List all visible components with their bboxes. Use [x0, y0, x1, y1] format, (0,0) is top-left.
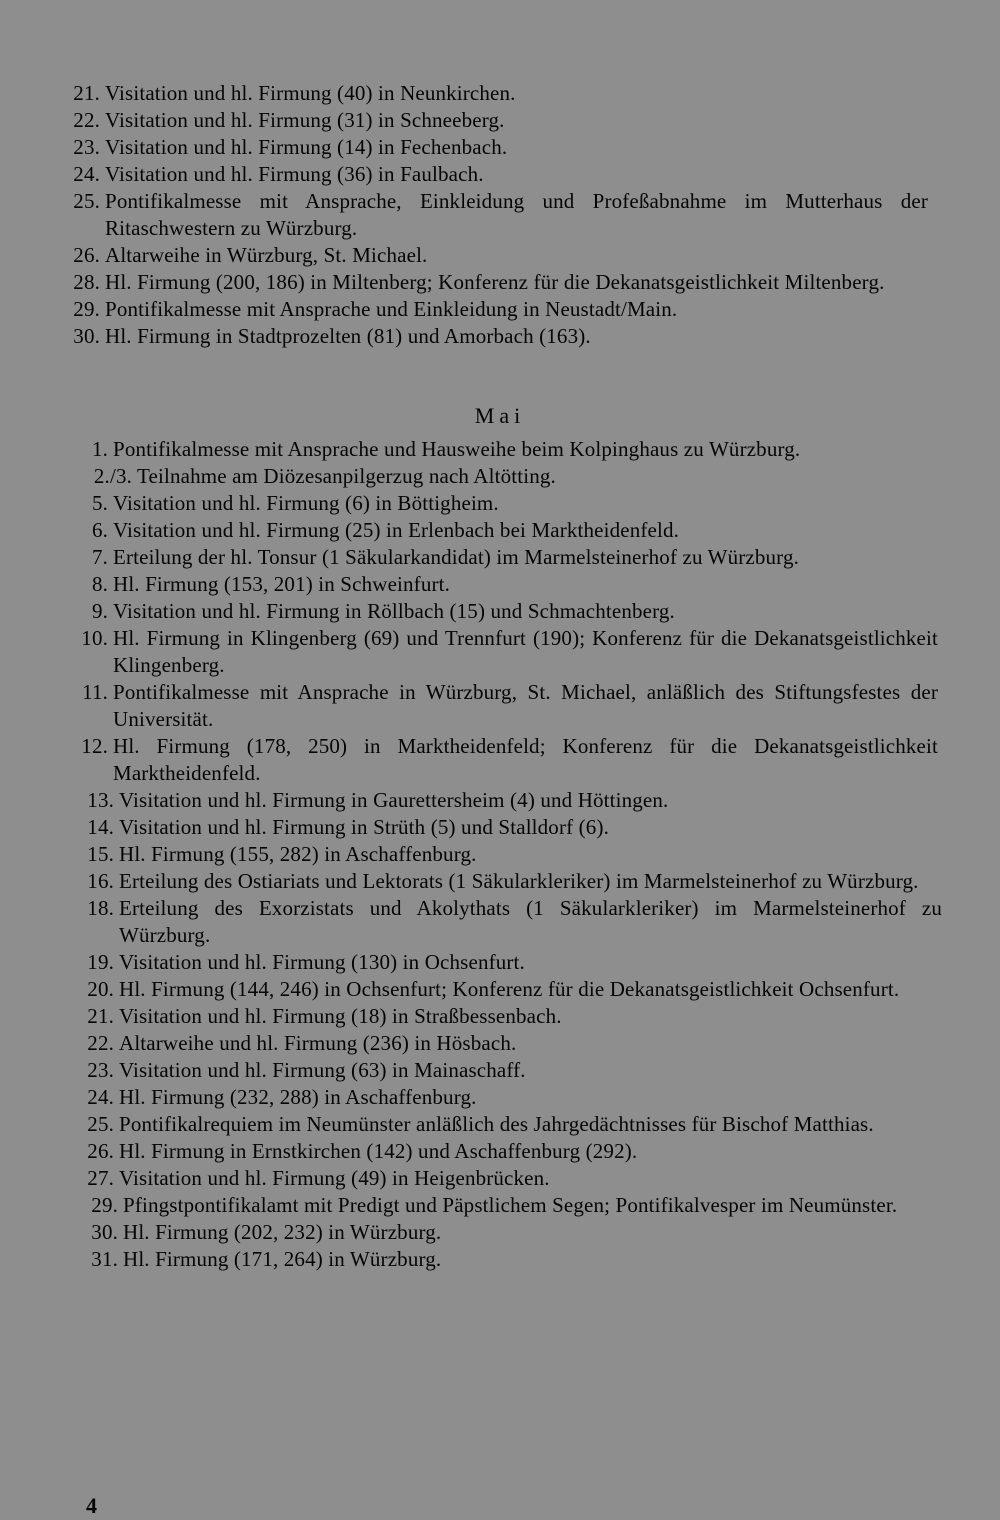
list-item — [0, 625, 1000, 679]
list-item — [0, 841, 1000, 868]
entry-number: 10. — [81, 626, 108, 650]
entry-number: 21. — [73, 81, 100, 105]
entry-number: 20. — [87, 977, 114, 1001]
entry-number: 24. — [87, 1085, 114, 1109]
list-item — [0, 296, 1000, 323]
entry-text: Pontifikalmesse mit Ansprache in Würzburg, St. Michael, anläßlich des Stiftungsfestes der Universität. — [113, 680, 938, 731]
entry-text: Visitation und hl. Firmung (36) in Faulbach. — [105, 162, 484, 186]
list-item — [0, 490, 1000, 517]
entry-text: Hl. Firmung (200, 186) in Miltenberg; Konferenz für die Dekanatsgeistlichkeit Miltenberg. — [105, 270, 885, 294]
entry-text: Visitation und hl. Firmung in Röllbach (15) und Schmachtenberg. — [113, 599, 675, 623]
entry-number: 11. — [82, 680, 108, 704]
list-item — [0, 242, 1000, 269]
entry-text: Hl. Firmung (171, 264) in Würzburg. — [123, 1247, 442, 1271]
list-item — [0, 1057, 1000, 1084]
list-item — [0, 323, 1000, 350]
entry-text: Visitation und hl. Firmung (31) in Schneeberg. — [105, 108, 505, 132]
list-item — [0, 544, 1000, 571]
list-item — [0, 1003, 1000, 1030]
list-item — [0, 814, 1000, 841]
list-item — [0, 787, 1000, 814]
entry-number: 14. — [87, 815, 114, 839]
mai-section — [0, 436, 1000, 1273]
entry-number: 6. — [91, 518, 108, 542]
entry-text: Erteilung der hl. Tonsur (1 Säkularkandidat) im Marmelsteinerhof zu Würzburg. — [113, 545, 799, 569]
list-item — [0, 868, 1000, 895]
entry-number: 31. — [91, 1247, 118, 1271]
entry-number: 23. — [87, 1058, 114, 1082]
entry-number: 1. — [91, 437, 108, 461]
list-item — [0, 134, 1000, 161]
list-item — [0, 463, 1000, 490]
list-item — [0, 733, 1000, 787]
entry-text: Visitation und hl. Firmung (130) in Ochsenfurt. — [119, 950, 525, 974]
entry-text: Hl. Firmung (144, 246) in Ochsenfurt; Konferenz für die Dekanatsgeistlichkeit Ochsenfurt. — [119, 977, 900, 1001]
entry-number: 19. — [87, 950, 114, 974]
list-item — [0, 161, 1000, 188]
entry-number: 21. — [87, 1004, 114, 1028]
entry-number: 26. — [87, 1139, 114, 1163]
entry-text: Visitation und hl. Firmung (18) in Straßbessenbach. — [119, 1004, 562, 1028]
entry-number: 26. — [73, 243, 100, 267]
entry-text: Hl. Firmung (178, 250) in Marktheidenfeld; Konferenz für die Dekanatsgeistlichkeit Marktheidenfeld. — [113, 734, 938, 785]
entry-number: 15. — [87, 842, 114, 866]
list-item — [0, 269, 1000, 296]
entry-text: Pontifikalmesse mit Ansprache und Hausweihe beim Kolpinghaus zu Würzburg. — [113, 437, 801, 461]
list-item — [0, 107, 1000, 134]
entry-text: Teilnahme am Diözesanpilgerzug nach Altötting. — [137, 464, 556, 488]
entry-number: 16. — [87, 869, 114, 893]
entry-number: 30. — [91, 1220, 118, 1244]
entry-text: Visitation und hl. Firmung (6) in Böttigheim. — [113, 491, 499, 515]
april-section — [0, 80, 1000, 350]
entry-text: Hl. Firmung (202, 232) in Würzburg. — [123, 1220, 442, 1244]
entry-text: Visitation und hl. Firmung (25) in Erlenbach bei Marktheidenfeld. — [113, 518, 680, 542]
list-item — [0, 679, 1000, 733]
entry-text: Altarweihe und hl. Firmung (236) in Hösbach. — [119, 1031, 517, 1055]
entry-text: Visitation und hl. Firmung (40) in Neunkirchen. — [105, 81, 516, 105]
entry-text: Pfingstpontifikalamt mit Predigt und Päpstlichem Segen; Pontifikalvesper im Neumünster. — [123, 1193, 898, 1217]
entry-text: Visitation und hl. Firmung in Strüth (5) und Stalldorf (6). — [119, 815, 609, 839]
entry-text: Pontifikalmesse mit Ansprache, Einkleidung und Profeßabnahme im Mutterhaus der Ritaschwestern zu Würzburg. — [105, 189, 928, 240]
entry-number: 12. — [81, 734, 108, 758]
entry-text: Altarweihe in Würzburg, St. Michael. — [105, 243, 428, 267]
entry-number: 2./3. — [93, 464, 132, 488]
list-item — [0, 1030, 1000, 1057]
entry-number: 25. — [87, 1112, 114, 1136]
list-item — [0, 517, 1000, 544]
entry-text: Visitation und hl. Firmung (14) in Fechenbach. — [105, 135, 508, 159]
entry-text: Hl. Firmung (155, 282) in Aschaffenburg. — [119, 842, 477, 866]
list-item — [0, 895, 1000, 949]
entry-text: Hl. Firmung in Stadtprozelten (81) und Amorbach (163). — [105, 324, 591, 348]
entry-text: Hl. Firmung (153, 201) in Schweinfurt. — [113, 572, 451, 596]
list-item — [0, 598, 1000, 625]
entry-text: Visitation und hl. Firmung (63) in Mainaschaff. — [119, 1058, 526, 1082]
list-item — [0, 188, 1000, 242]
list-item — [0, 976, 1000, 1003]
entry-number: 8. — [91, 572, 108, 596]
list-item — [0, 1192, 1000, 1219]
entry-text: Visitation und hl. Firmung (49) in Heigenbrücken. — [119, 1166, 550, 1190]
entry-number: 18. — [87, 896, 114, 920]
entry-number: 29. — [91, 1193, 118, 1217]
entry-text: Hl. Firmung in Klingenberg (69) und Trennfurt (190); Konferenz für die Dekanatsgeistlichkeit Klingenberg. — [113, 626, 938, 677]
entry-number: 23. — [73, 135, 100, 159]
entry-text: Erteilung des Ostiariats und Lektorats (1 Säkularkleriker) im Marmelsteinerhof zu Würzburg. — [119, 869, 919, 893]
entry-number: 13. — [87, 788, 114, 812]
entry-number: 5. — [91, 491, 108, 515]
list-item — [0, 1246, 1000, 1273]
list-item — [0, 1165, 1000, 1192]
list-item — [0, 436, 1000, 463]
entry-number: 25. — [73, 189, 100, 213]
list-item — [0, 1138, 1000, 1165]
entry-number: 24. — [73, 162, 100, 186]
page-number: 4 — [86, 1493, 97, 1518]
entry-number: 9. — [91, 599, 108, 623]
list-item — [0, 1084, 1000, 1111]
list-item — [0, 1111, 1000, 1138]
entry-number: 22. — [73, 108, 100, 132]
list-item — [0, 1219, 1000, 1246]
entry-text: Erteilung des Exorzistats und Akolythats (1 Säkularkleriker) im Marmelsteinerhof zu Würzburg. — [119, 896, 942, 947]
list-item — [0, 80, 1000, 107]
entry-number: 28. — [73, 270, 100, 294]
entry-number: 7. — [91, 545, 108, 569]
entry-text: Hl. Firmung (232, 288) in Aschaffenburg. — [119, 1085, 477, 1109]
entry-text: Visitation und hl. Firmung in Gaurettersheim (4) und Höttingen. — [119, 788, 669, 812]
entry-number: 27. — [87, 1166, 114, 1190]
list-item — [0, 949, 1000, 976]
month-heading: Mai — [474, 403, 526, 428]
entry-number: 22. — [87, 1031, 114, 1055]
entry-number: 29. — [73, 297, 100, 321]
entry-text: Pontifikalrequiem im Neumünster anläßlich des Jahrgedächtnisses für Bischof Matthias. — [119, 1112, 874, 1136]
entry-text: Pontifikalmesse mit Ansprache und Einkleidung in Neustadt/Main. — [105, 297, 678, 321]
entry-text: Hl. Firmung in Ernstkirchen (142) und Aschaffenburg (292). — [119, 1139, 638, 1163]
list-item — [0, 571, 1000, 598]
entry-number: 30. — [73, 324, 100, 348]
